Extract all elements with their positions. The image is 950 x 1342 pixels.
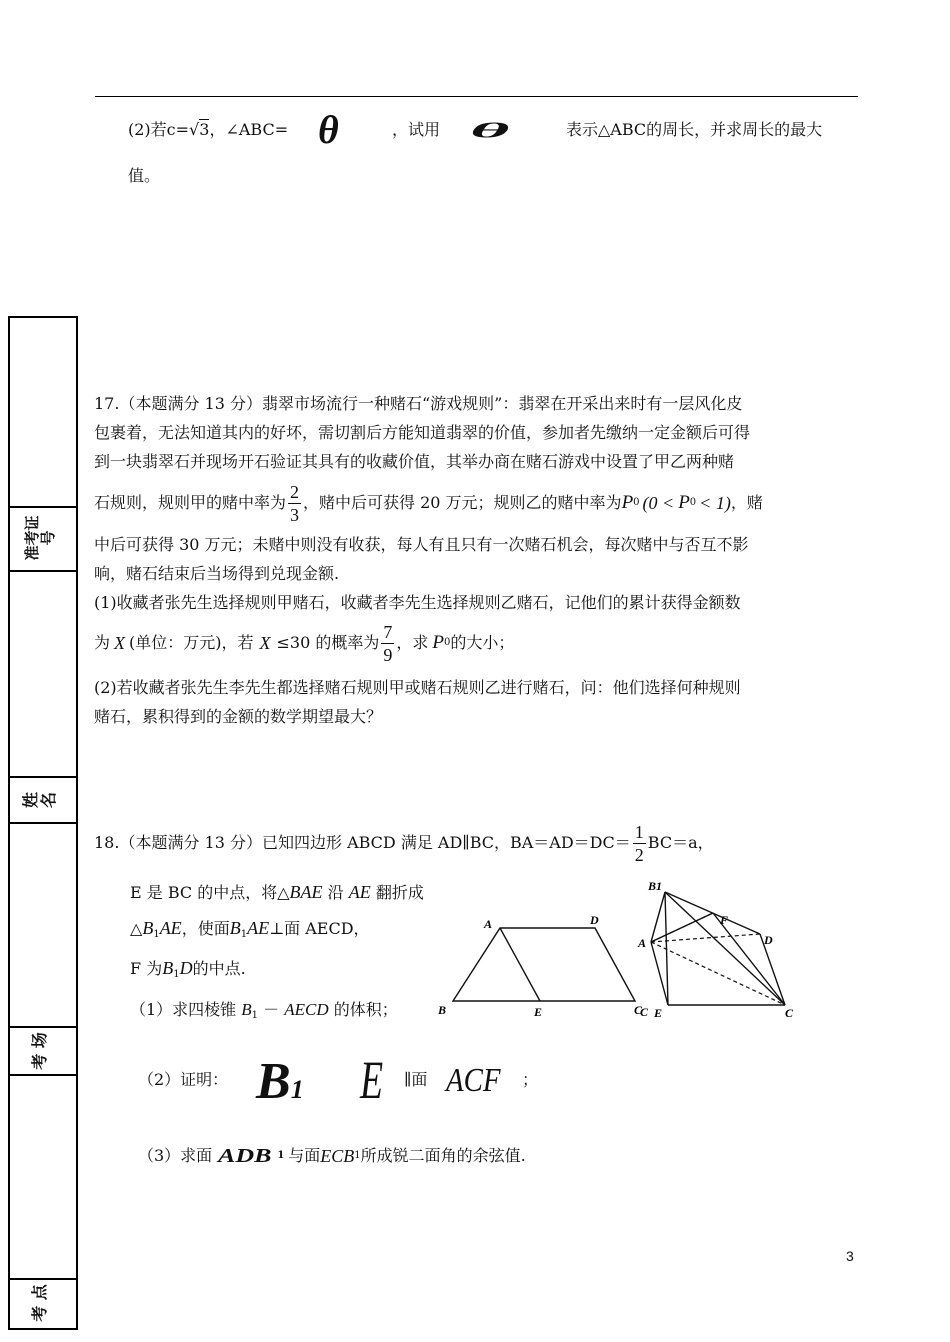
geometry-figures: [430, 872, 810, 1022]
q17-line6: 响，赌石结束后当场得到兑现金额.: [94, 564, 340, 583]
b1-symbol: B1: [256, 1053, 304, 1110]
label-d: D: [590, 913, 599, 927]
q18-sub2-parallel: ∥面: [404, 1070, 428, 1089]
label-f: F: [720, 913, 729, 927]
trapezoid-outline: [453, 928, 635, 1001]
q18-sub2-end: ；: [522, 1070, 539, 1089]
segment-ae: [500, 928, 540, 1001]
label-b: B: [438, 1003, 447, 1017]
sqrt-symbol: √: [189, 120, 200, 139]
q17-part2-line1: (2)若收藏者张先生李先生都选择赌石规则甲或赌石规则乙进行赌石，问：他们选择何种规则: [94, 678, 741, 697]
label-e: E: [534, 1005, 543, 1019]
header-rule: [95, 96, 858, 97]
q18-line4: F 为$B_1D$的中点.: [130, 958, 246, 980]
q16-part2-line1: (2)若c=√3，∠ABC=: [128, 120, 289, 139]
strip-divider: [8, 570, 76, 572]
label-b1: B1: [648, 879, 663, 893]
label-a2: A: [638, 936, 647, 950]
acf-symbol: ACF: [446, 1062, 501, 1099]
label-c: C: [634, 1003, 643, 1017]
q17-part2-line2: 赌石，累积得到的金额的数学期望最大？: [94, 707, 383, 726]
q17-part1-line2: 为 X (单位：万元)，若 X ≤30 的概率为 $\frac{7}{9}$ ，求 P 0 的大小；: [94, 621, 515, 665]
strip-divider: [8, 776, 76, 778]
q16-line2: 值。: [128, 166, 161, 185]
fraction-two-thirds: $\frac{2}{3}$: [290, 481, 300, 525]
theta-symbol-stretched: θ: [470, 119, 510, 143]
label-e2: E: [654, 1006, 663, 1020]
label-name: 姓 名: [21, 792, 58, 809]
fraction-one-half: $\frac{1}{2}$: [634, 821, 644, 865]
page-number: 3: [846, 1248, 854, 1264]
label-exam-site: 考 点: [30, 1284, 49, 1322]
e-symbol: E: [360, 1050, 384, 1110]
pyramid-figure: [651, 892, 785, 1005]
q18-line2: E 是 BC 的中点，将△BAE 沿 AE 翻折成: [130, 882, 424, 902]
label-d2: D: [764, 933, 773, 947]
q16-try-text: ，试用: [392, 120, 441, 139]
q17-line4: 石规则，规则甲的赌中率为 $\frac{2}{3}$ ，赌中后可获得 20 万元；规则乙的赌中率为 P 0 (0 < P 0 < 1) ，赌: [94, 481, 763, 525]
label-c2: C: [785, 1006, 794, 1020]
trapezoid-figure: [453, 928, 635, 1001]
q18-sub1: （1）求四棱锥 $B_1$ － AECD 的体积；: [130, 1000, 398, 1021]
strip-divider: [8, 1278, 76, 1280]
label-exam-id: 准考证号: [23, 515, 57, 561]
q17-line1: 17.（本题满分 13 分）翡翠市场流行一种赌石“游戏规则”：翡翠在开采出来时有一层风化皮: [94, 394, 743, 413]
q18-sub3: （3）求面 ADB 1 与面 ECB 1 所成锐二面角的余弦值.: [138, 1145, 526, 1167]
strip-divider: [8, 822, 76, 824]
strip-divider: [8, 1026, 76, 1028]
q18-sub2-label: （2）证明：: [138, 1070, 229, 1089]
q18-line3: $\triangle B_1AE$，使面$B_1AE\perp$面 AECD，: [130, 918, 370, 940]
hidden-edges: [651, 913, 785, 1005]
q17-line2: 包裹着，无法知道其内的好坏，需切割后方能知道翡翠的价值，参加者先缴纳一定金额后可得: [94, 423, 751, 442]
q17-line5: 中后可获得 30 万元；未赌中则没有收获，每人有且只有一次赌石机会，每次赌中与否互不影: [94, 535, 749, 554]
q18-line1: 18.（本题满分 13 分）已知四边形 ABCD 满足 AD∥BC，BA＝AD＝DC＝ $\frac{1}{2}$ BC＝a，: [94, 821, 714, 865]
theta-symbol: θ: [318, 107, 339, 152]
q17-line3: 到一块翡翠石并现场开石验证其具有的收藏价值，其举办商在赌石游戏中设置了甲乙两种赌: [94, 452, 735, 471]
fraction-seven-ninths: $\frac{7}{9}$: [383, 621, 393, 665]
strip-divider: [8, 506, 76, 508]
label-exam-room: 考 场: [30, 1032, 49, 1070]
strip-divider: [8, 1074, 76, 1076]
q16-rest-text: 表示△ABC的周长，并求周长的最大: [566, 120, 823, 139]
label-a: A: [484, 917, 493, 931]
q17-part1-line1: (1)收藏者张先生选择规则甲赌石，收藏者李先生选择规则乙赌石，记他们的累计获得金额数: [94, 593, 741, 612]
label-c-left: C: [640, 1005, 649, 1019]
